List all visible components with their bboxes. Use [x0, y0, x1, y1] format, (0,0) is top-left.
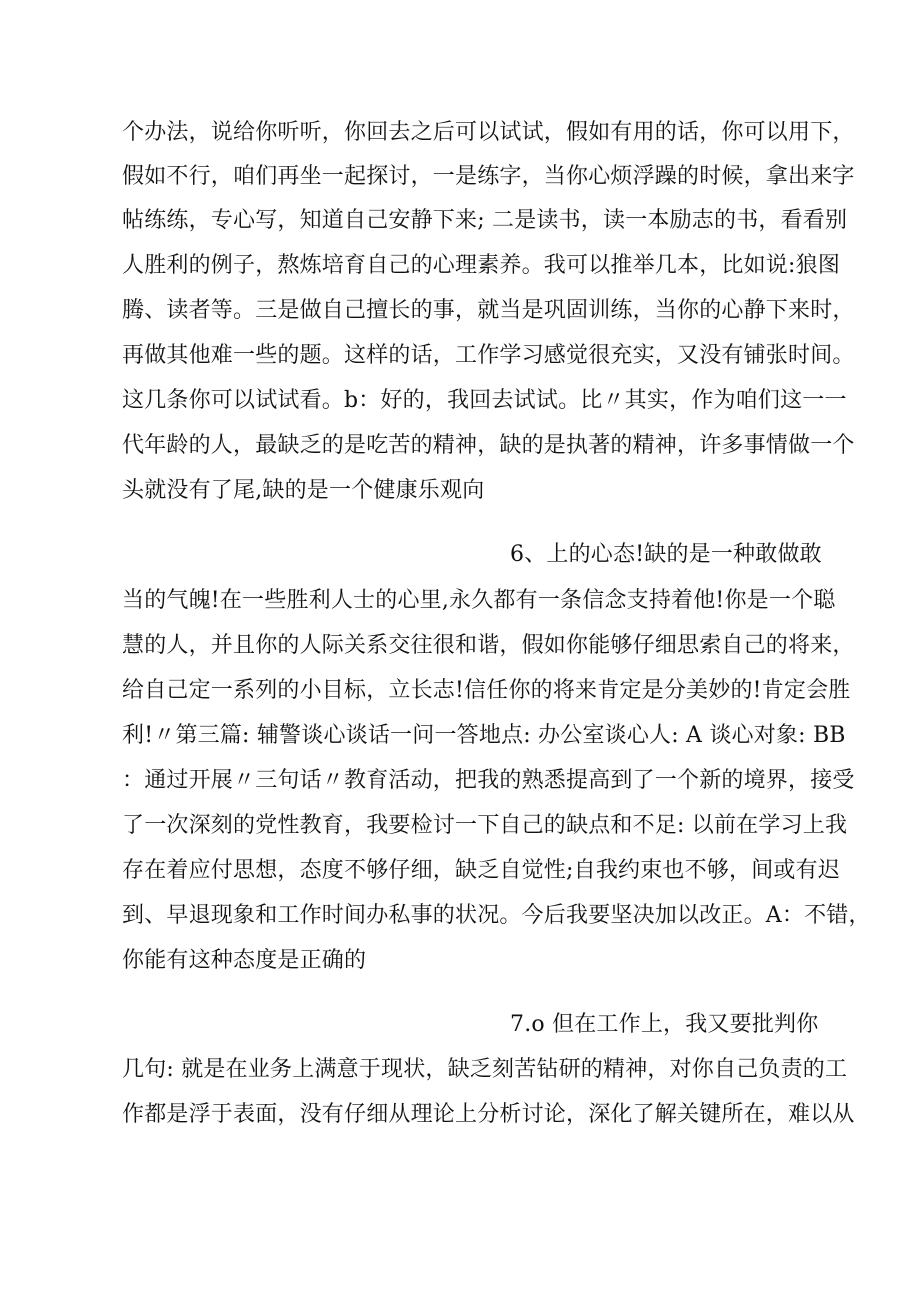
text-line-1: 个办法，说给你听听，你回去之后可以试试，假如有用的话，你可以用下， [122, 120, 855, 145]
text-line-17: 到、早退现象和工作时间办私事的状况。今后我要坚决加以改正。A：不错， [122, 903, 871, 928]
text-line-5: 腾、读者等。三是做自己擅长的事，就当是巩固训练，当你的心静下来时， [122, 298, 855, 323]
text-line-14: ：通过开展〃三句话〃教育活动，把我的熟悉提高到了一个新的境界，接受 [122, 768, 855, 793]
text-line-3: 帖练练，专心写，知道自己安静下来; 二是读书，读一本励志的书，看看别 [122, 208, 848, 233]
text-line-4: 人胜利的例子，熬炼培育自己的心理素养。我可以推举几本，比如说:狼图 [122, 253, 841, 278]
text-line-16: 存在着应付思想，态度不够仔细，缺乏自觉性;自我约束也不够，间或有迟 [122, 858, 841, 883]
text-line-11: 慧的人，并且你的人际关系交往很和谐，假如你能够仔细思索自己的将来， [122, 633, 855, 658]
text-line-6: 再做其他难一些的题。这样的话，工作学习感觉很充实，又没有铺张时间。 [122, 343, 855, 368]
section-heading-7: 7.o 但在工作上，我又要批判你 [510, 1012, 819, 1037]
text-line-19: 几句: 就是在业务上满意于现状，缺乏刻苦钻研的精神，对你自己负责的工 [122, 1057, 848, 1082]
text-line-13: 利!〃第三篇: 辅警谈心谈话一问一答地点: 办公室谈心人: A 谈心对象: BB [122, 723, 846, 748]
text-line-9: 头就没有了尾,缺的是一个健康乐观向 [122, 478, 485, 503]
text-line-18: 你能有这种态度是正确的 [122, 948, 367, 973]
text-line-7: 这几条你可以试试看。b：好的，我回去试试。比〃其实，作为咱们这一一 [122, 388, 847, 413]
text-line-20: 作都是浮于表面，没有仔细从理论上分析讨论，深化了解关键所在，难以从 [122, 1102, 855, 1127]
text-line-8: 代年龄的人，最缺乏的是吃苦的精神，缺的是执著的精神，许多事情做一个 [122, 433, 855, 458]
text-line-10: 当的气魄!在一些胜利人士的心里,永久都有一条信念支持着他!你是一个聪 [122, 588, 836, 613]
text-line-12: 给自己定一系列的小目标，立长志!信任你的将来肯定是分美妙的!肯定会胜 [122, 678, 851, 703]
section-heading-6: 6、上的心态!缺的是一种敢做敢 [510, 542, 822, 567]
text-line-15: 了一次深刻的党性教育，我要检讨一下自己的缺点和不足: 以前在学习上我 [122, 813, 848, 838]
text-line-2: 假如不行，咱们再坐一起探讨，一是练字，当你心烦浮躁的时候，拿出来字 [122, 164, 855, 189]
